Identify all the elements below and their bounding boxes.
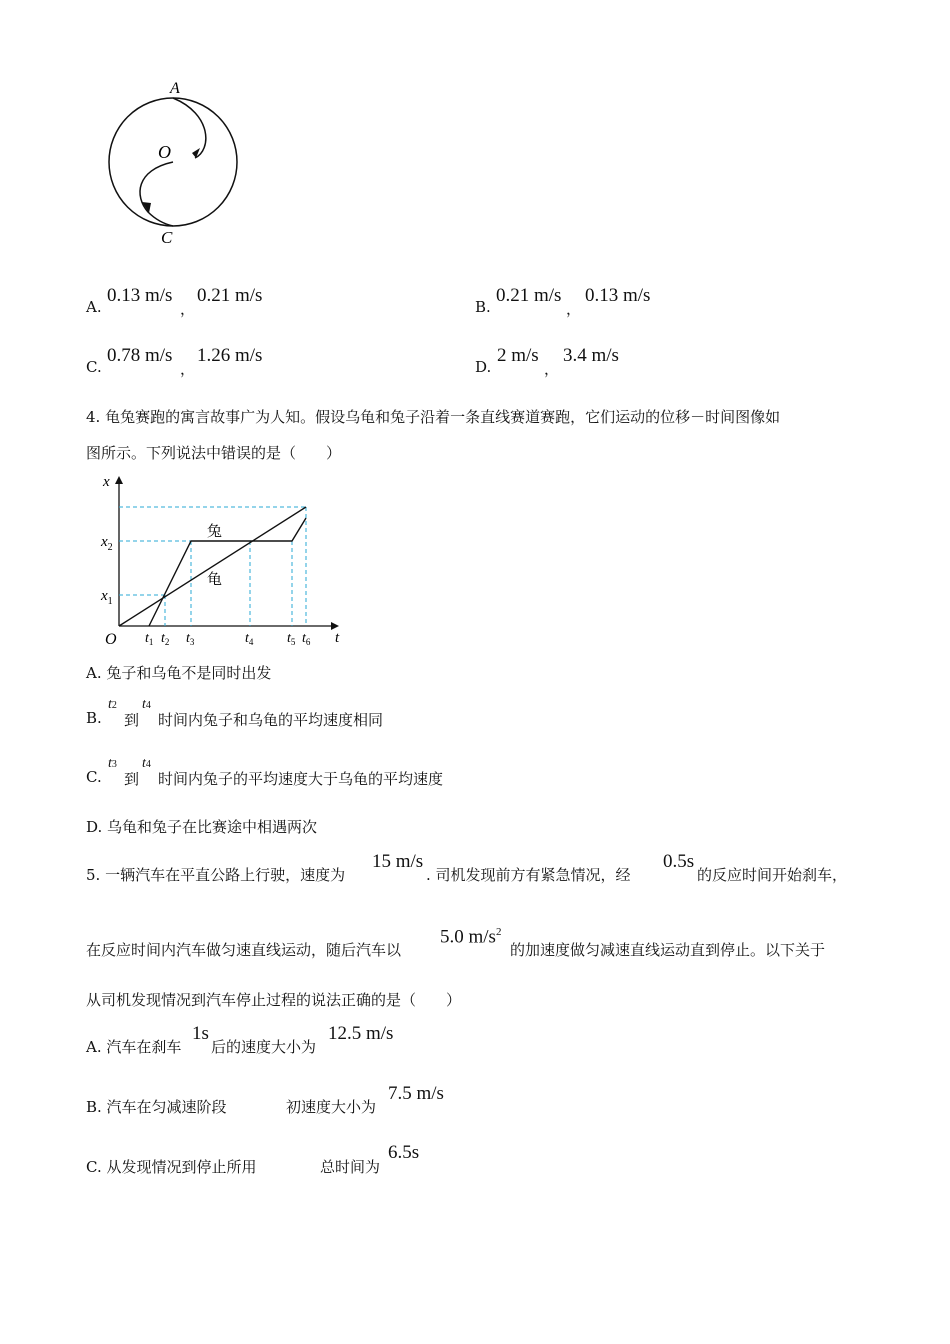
t-from: t3 bbox=[108, 756, 117, 771]
option-letter: D. bbox=[475, 358, 492, 376]
x2-label: $x_2$ bbox=[101, 534, 113, 553]
option-value-2: 1.26 m/s bbox=[197, 345, 263, 366]
path-lower-arc bbox=[140, 162, 173, 226]
speed-value: 7.5 m/s bbox=[388, 1083, 444, 1104]
t-to: t4 bbox=[142, 756, 151, 771]
option-value-2: 3.4 m/s bbox=[563, 345, 619, 366]
q4-stem-line-2: 图所示。下列说法中错误的是（ ） bbox=[86, 444, 342, 462]
option-value-2: 0.13 m/s bbox=[585, 285, 651, 306]
separator: ， bbox=[180, 300, 196, 318]
option-value-2: 0.21 m/s bbox=[197, 285, 263, 306]
label-a: A bbox=[170, 80, 180, 97]
option-text: 时间内兔子的平均速度大于乌龟的平均速度 bbox=[158, 770, 444, 788]
option-letter: C. bbox=[86, 768, 102, 786]
option-text: 时间内兔子和乌龟的平均速度相同 bbox=[158, 711, 384, 729]
x-axis-label: t bbox=[335, 630, 340, 646]
q5-stem-line-3: 从司机发现情况到汽车停止过程的说法正确的是（ ） bbox=[86, 991, 462, 1009]
t-from: t2 bbox=[108, 697, 117, 712]
turtle-label: 龟 bbox=[207, 570, 223, 588]
q4-option-d[interactable]: D. 乌龟和兔子在比赛途中相遇两次 bbox=[86, 818, 318, 836]
label-c: C bbox=[161, 228, 173, 247]
option-letter: B. bbox=[475, 298, 491, 316]
t5-tick-label: $t_5$ bbox=[287, 631, 296, 647]
to-word: 到 bbox=[124, 770, 140, 788]
y-axis-label: x bbox=[103, 474, 110, 490]
t3-tick-label: $t_3$ bbox=[186, 631, 195, 647]
q4-stem-line-1: 4. 龟兔赛跑的寓言故事广为人知。假设乌龟和兔子沿着一条直线赛道赛跑，它们运动的位移－时间图像如 bbox=[86, 408, 781, 426]
time-value: 1s bbox=[192, 1023, 209, 1044]
option-letter: C. bbox=[86, 358, 102, 376]
t2-tick-label: $t_2$ bbox=[161, 631, 170, 647]
rabbit-line bbox=[149, 518, 306, 626]
t6-tick-label: $t_6$ bbox=[302, 631, 311, 647]
option-value-1: 2 m/s bbox=[497, 345, 539, 366]
separator: ， bbox=[180, 360, 196, 378]
t-to: t4 bbox=[142, 697, 151, 712]
separator: ， bbox=[544, 360, 560, 378]
y-axis-arrow bbox=[115, 476, 123, 484]
option-letter: A. bbox=[86, 298, 102, 316]
speed-value: 15 m/s bbox=[372, 851, 424, 872]
option-value-1: 0.13 m/s bbox=[107, 285, 173, 306]
origin-label: O bbox=[105, 631, 117, 648]
x-axis-arrow bbox=[331, 622, 339, 630]
option-value-1: 0.78 m/s bbox=[107, 345, 173, 366]
displacement-time-graph bbox=[95, 470, 355, 648]
speed-value: 12.5 m/s bbox=[328, 1023, 394, 1044]
circle-path-figure bbox=[100, 78, 250, 248]
acceleration-value: 5.0 $m/s^2$ bbox=[440, 926, 502, 948]
t1-tick-label: $t_1$ bbox=[145, 631, 154, 647]
separator: ， bbox=[566, 300, 582, 318]
reaction-time-value: 0.5s bbox=[663, 851, 695, 872]
time-value: 6.5s bbox=[388, 1142, 420, 1163]
q4-option-a[interactable]: A. 兔子和乌龟不是同时出发 bbox=[86, 664, 272, 682]
path-upper-arc bbox=[173, 98, 206, 158]
option-value-1: 0.21 m/s bbox=[496, 285, 562, 306]
x1-label: $x_1$ bbox=[101, 588, 113, 607]
label-o: O bbox=[158, 142, 171, 162]
t4-tick-label: $t_4$ bbox=[245, 631, 254, 647]
rabbit-label: 兔 bbox=[207, 522, 223, 540]
option-letter: B. bbox=[86, 709, 102, 727]
to-word: 到 bbox=[124, 711, 140, 729]
